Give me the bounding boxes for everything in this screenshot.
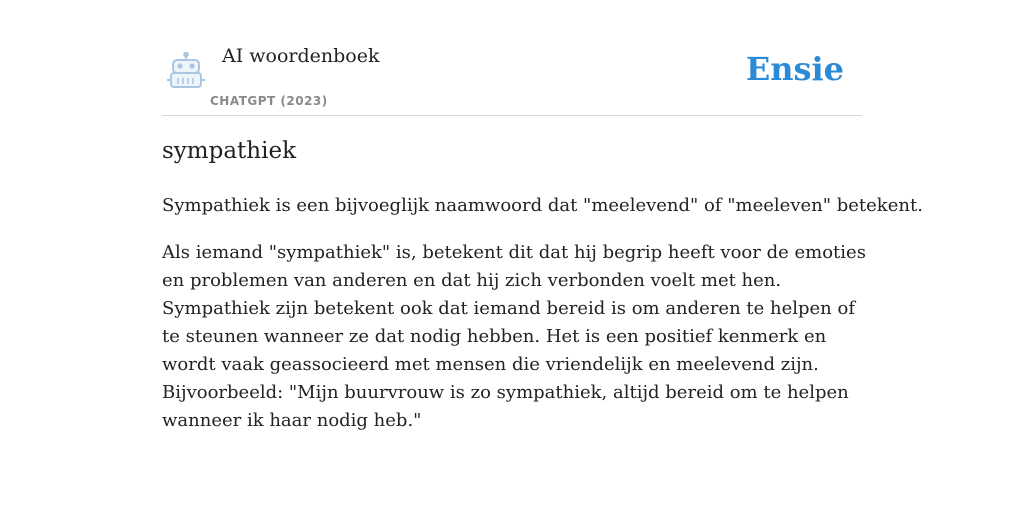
ensie-logo-link[interactable]: Ensie (745, 50, 844, 88)
robot-icon (166, 52, 206, 90)
entry-header (162, 0, 862, 116)
source-label: CHATGPT (2023) (210, 94, 328, 108)
dictionary-name[interactable]: AI woordenboek (222, 45, 380, 67)
page-container (162, 0, 923, 431)
entry-term: sympathiek (162, 138, 297, 164)
definition-paragraph: Sympathiek is een bijvoeglijk naamwoord dat "meelevend" of "meeleven" betekent. (162, 195, 923, 216)
explanation-paragraph: Als iemand "sympathiek" is, betekent dit dat hij begrip heeft voor de emoties en problemen van anderen en dat hij zich verbonden voelt met hen. Sympathiek zijn betekent ook dat iemand bereid is om anderen te helpen of te steunen wanneer ze dat nodig hebben. Het is een positief kenmerk en wordt vaak geassocieerd met mensen die vriendelijk en meelevend zijn. Bijvoorbeeld: "Mijn buurvrouw is zo sympathiek, altijd bereid om te helpen wanneer ik haar nodig heb." (162, 242, 866, 431)
